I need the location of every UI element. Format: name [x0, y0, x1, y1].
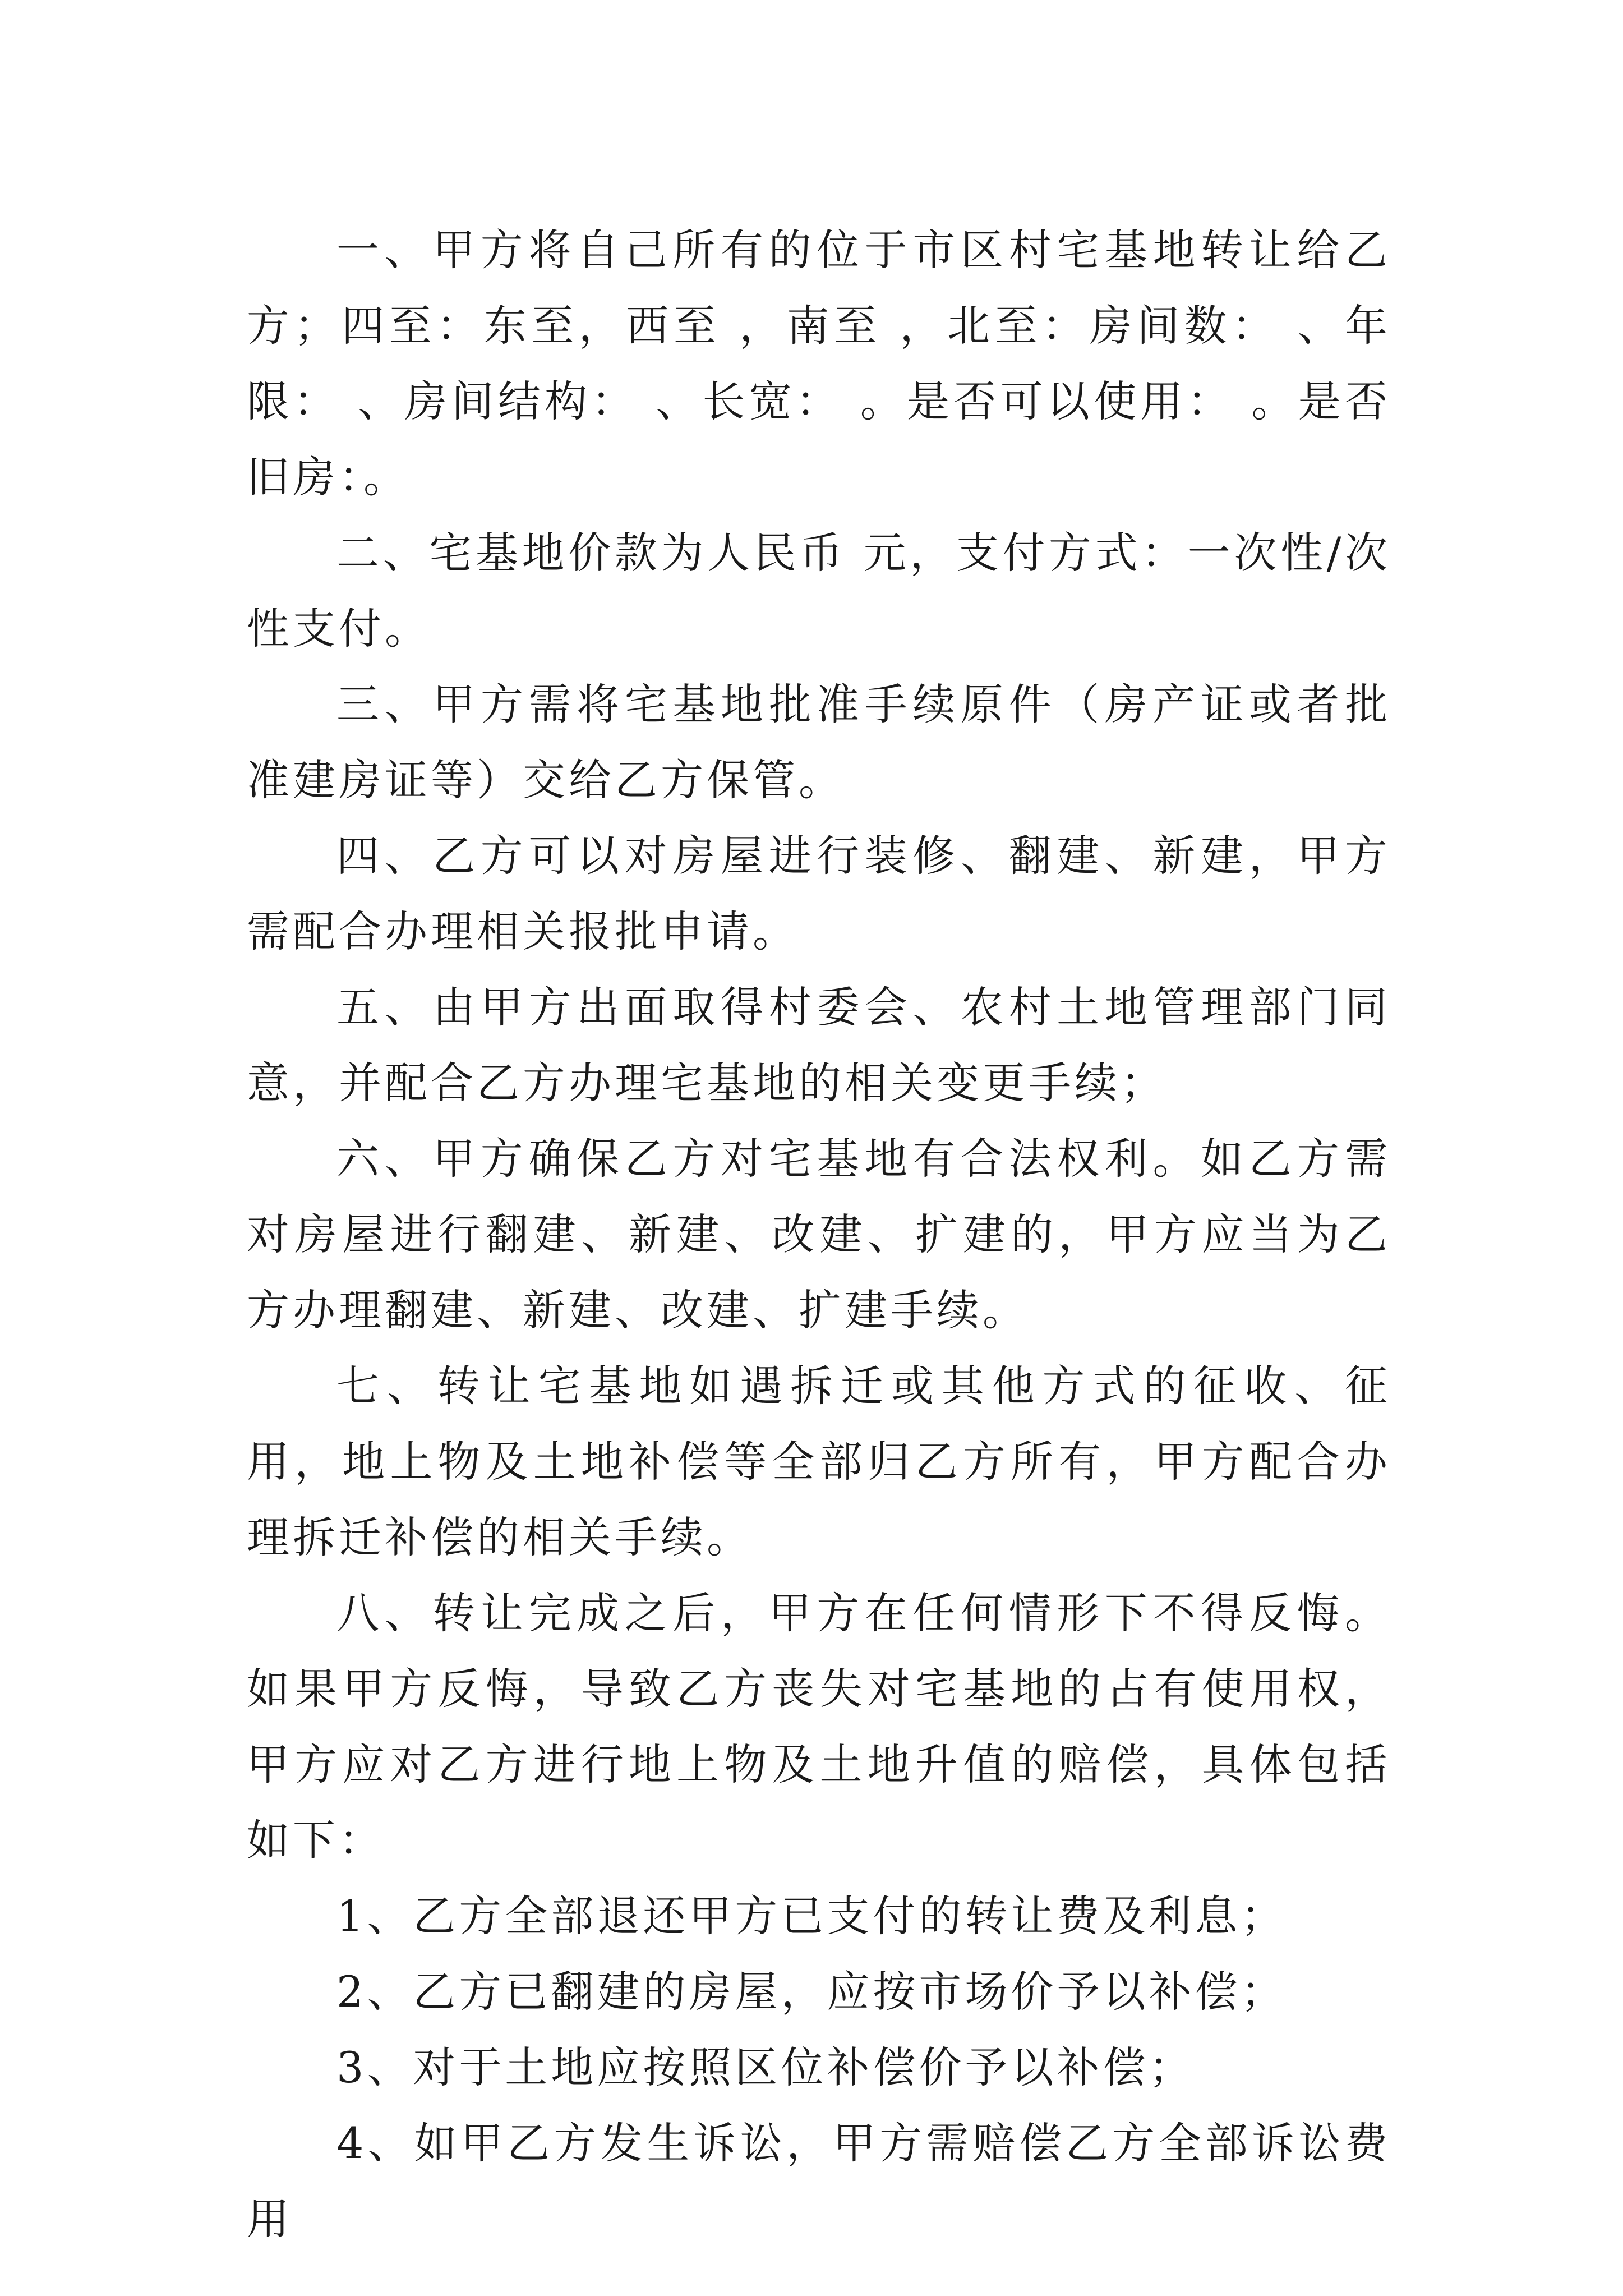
- clause-1: 一、甲方将自己所有的位于市区村宅基地转让给乙方；四至：东至，西至 ，南至 ，北至：房间数： 、年限： 、房间结构： 、长宽： 。是否可以使用： 。是否旧房：。: [247, 225, 1391, 502]
- sub-item-2: 2、乙方已翻建的房屋，应按市场价予以补偿；: [336, 1967, 1287, 2017]
- clause-8: 八、转让完成之后，甲方在任何情形下不得反悔。如果甲方反悔，导致乙方丧失对宅基地的占有使用权，甲方应对乙方进行地上物及土地升值的赔偿，具体包括如下：: [247, 1588, 1391, 1865]
- sub-item-1: 1、乙方全部退还甲方已支付的转让费及利息；: [336, 1891, 1287, 1941]
- sub-item-3: 3、对于土地应按照区位补偿价予以补偿；: [336, 2042, 1195, 2092]
- clause-3: 三、甲方需将宅基地批准手续原件（房产证或者批准建房证等）交给乙方保管。: [247, 679, 1391, 805]
- clause-5: 五、由甲方出面取得村委会、农村土地管理部门同意，并配合乙方办理宅基地的相关变更手续；: [247, 982, 1391, 1108]
- clause-6: 六、甲方确保乙方对宅基地有合法权利。如乙方需对房屋进行翻建、新建、改建、扩建的，甲方应当为乙方办理翻建、新建、改建、扩建手续。: [247, 1134, 1391, 1335]
- sub-item-4: 4、如甲乙方发生诉讼，甲方需赔偿乙方全部诉讼费用: [247, 2118, 1391, 2244]
- clause-7: 七、转让宅基地如遇拆迁或其他方式的征收、征用，地上物及土地补偿等全部归乙方所有，甲方配合办理拆迁补偿的相关手续。: [247, 1361, 1391, 1562]
- clause-4: 四、乙方可以对房屋进行装修、翻建、新建，甲方需配合办理相关报批申请。: [247, 831, 1391, 956]
- clause-2: 二、宅基地价款为人民币 元，支付方式：一次性/次性支付。: [247, 528, 1391, 654]
- document-body: [247, 212, 1391, 2257]
